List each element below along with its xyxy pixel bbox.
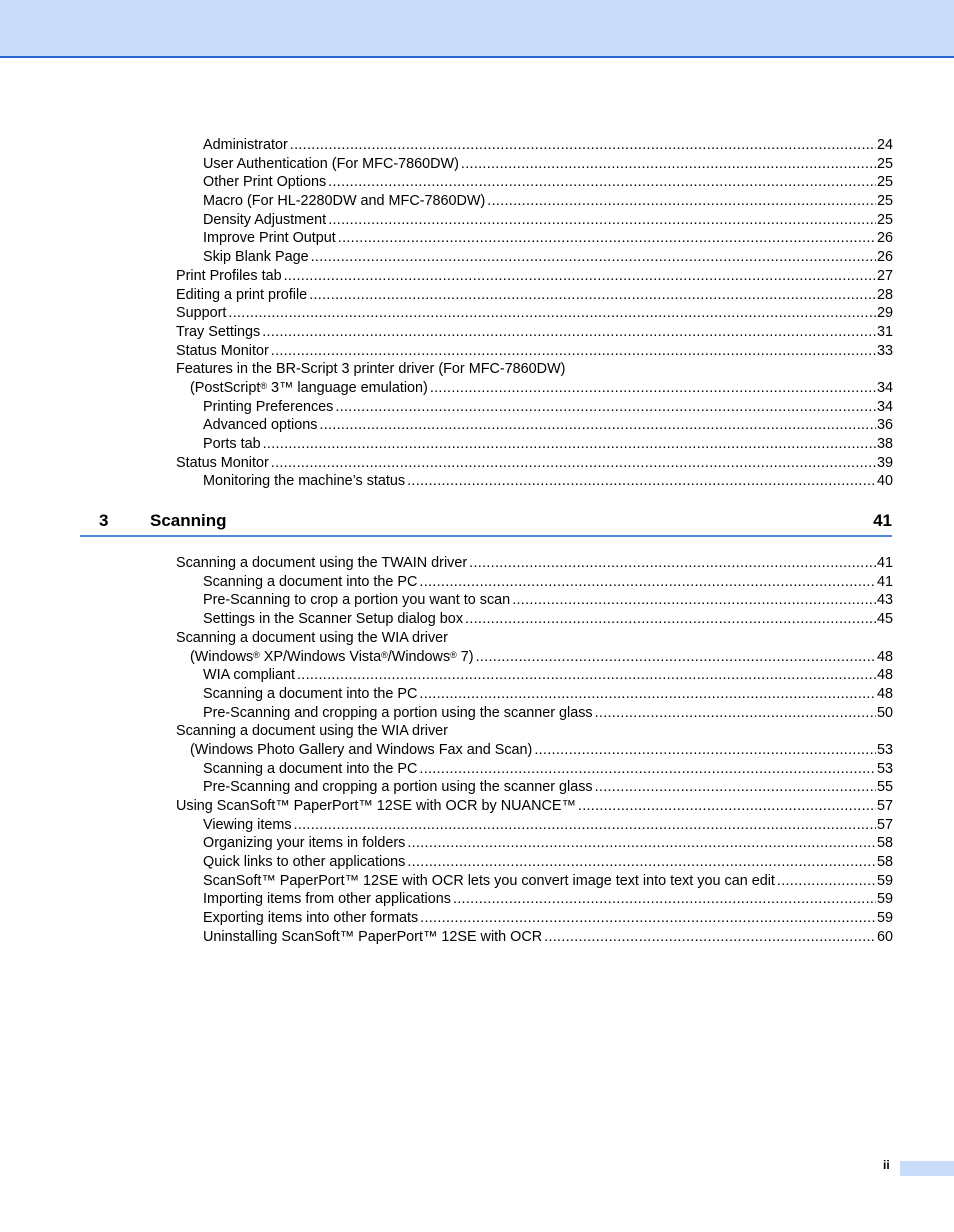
chapter-title: Scanning bbox=[150, 511, 227, 531]
dot-leader bbox=[297, 666, 876, 685]
toc-entry-title: Status Monitor bbox=[176, 342, 269, 359]
toc-entry-title: Importing items from other applications bbox=[203, 891, 451, 908]
toc-entry-page: 53 bbox=[876, 741, 893, 758]
toc-entry-title: Scanning a document using the WIA driver bbox=[176, 629, 448, 646]
toc-entry-title: Monitoring the machine’s status bbox=[203, 473, 406, 490]
toc-entry-heading[interactable] bbox=[0, 722, 954, 741]
toc-entry-page: 25 bbox=[876, 211, 893, 228]
toc-entry-page: 41 bbox=[876, 555, 893, 572]
toc-entry[interactable] bbox=[0, 472, 954, 491]
dot-leader bbox=[465, 610, 876, 629]
toc-entry-page: 26 bbox=[876, 249, 893, 266]
registered-mark: ® bbox=[260, 380, 268, 391]
toc-entry-page: 59 bbox=[876, 872, 893, 889]
toc-entry-page: 26 bbox=[876, 230, 893, 247]
toc-entry[interactable] bbox=[0, 648, 954, 667]
toc-entry[interactable] bbox=[0, 267, 954, 286]
dot-leader bbox=[309, 286, 876, 305]
toc-entry-title: Editing a print profile bbox=[176, 286, 308, 303]
toc-entry[interactable] bbox=[0, 760, 954, 779]
toc-entry-page: 55 bbox=[876, 779, 893, 796]
dot-leader bbox=[476, 648, 876, 667]
toc-entry-title: Support bbox=[176, 305, 227, 322]
toc-entry-page: 58 bbox=[876, 854, 893, 871]
toc-entry-title: Advanced options bbox=[203, 417, 318, 434]
toc-entry-page: 57 bbox=[876, 798, 893, 814]
toc-entry-heading[interactable] bbox=[0, 360, 954, 379]
dot-leader bbox=[777, 872, 876, 891]
dot-leader bbox=[407, 472, 876, 491]
header-rule bbox=[0, 56, 954, 58]
dot-leader bbox=[335, 398, 876, 417]
toc-entry[interactable] bbox=[0, 211, 954, 230]
toc-entry-title: Settings in the Scanner Setup dialog box bbox=[203, 611, 464, 628]
toc-entry-page: 53 bbox=[876, 760, 893, 777]
toc-entry-title: (Windows® XP/Windows Vista®/Windows® 7) bbox=[190, 648, 474, 665]
toc-entry-page: 24 bbox=[876, 137, 893, 153]
footer-tab bbox=[900, 1161, 954, 1176]
dot-leader bbox=[595, 704, 876, 723]
toc-entry[interactable] bbox=[0, 136, 954, 155]
toc-entry-title: Improve Print Output bbox=[203, 230, 336, 247]
toc-entry-title: Scanning a document into the PC bbox=[203, 685, 418, 702]
toc-entry-page: 31 bbox=[876, 323, 893, 340]
toc-entry[interactable] bbox=[0, 173, 954, 192]
toc-entry[interactable] bbox=[0, 853, 954, 872]
dot-leader bbox=[430, 379, 876, 398]
toc-entry-title: Organizing your items in folders bbox=[203, 835, 406, 852]
toc-entry[interactable] bbox=[0, 685, 954, 704]
toc-entry[interactable] bbox=[0, 304, 954, 323]
dot-leader bbox=[419, 760, 876, 779]
toc-entry[interactable] bbox=[0, 248, 954, 267]
registered-mark: ® bbox=[253, 649, 260, 660]
toc-entry-title: Exporting items into other formats bbox=[203, 910, 419, 927]
toc-entry[interactable] bbox=[0, 778, 954, 797]
dot-leader bbox=[284, 267, 876, 286]
toc-entry-page: 60 bbox=[876, 928, 893, 945]
toc-entry-page: 36 bbox=[876, 417, 893, 434]
dot-leader bbox=[328, 211, 876, 230]
toc-entry-page: 48 bbox=[876, 685, 893, 702]
toc-entry-heading[interactable] bbox=[0, 629, 954, 648]
dot-leader bbox=[407, 834, 876, 853]
toc-entry[interactable] bbox=[0, 416, 954, 435]
dot-leader bbox=[595, 778, 876, 797]
toc-entry-title: Print Profiles tab bbox=[176, 267, 282, 284]
toc-entry-title: ScanSoft™ PaperPort™ 12SE with OCR lets you convert image text into text you can edit bbox=[203, 872, 775, 889]
toc-entry[interactable] bbox=[0, 909, 954, 928]
toc-entry-page: 25 bbox=[876, 174, 893, 191]
dot-leader bbox=[263, 435, 876, 454]
dot-leader bbox=[262, 323, 876, 342]
toc-entry-page: 25 bbox=[876, 155, 893, 172]
dot-leader bbox=[228, 304, 876, 323]
toc-entry[interactable] bbox=[0, 704, 954, 723]
toc-entry-page: 48 bbox=[876, 667, 893, 684]
toc-entry-title: Ports tab bbox=[203, 436, 261, 452]
toc-entry-title: Using ScanSoft™ PaperPort™ 12SE with OCR by NUANCE™ bbox=[176, 798, 576, 814]
toc-entry[interactable] bbox=[0, 610, 954, 629]
toc-entry-title: Skip Blank Page bbox=[203, 249, 309, 266]
dot-leader bbox=[419, 685, 876, 704]
dot-leader bbox=[469, 554, 876, 573]
toc-entry[interactable] bbox=[0, 872, 954, 891]
toc-entry[interactable] bbox=[0, 286, 954, 305]
toc-entry[interactable] bbox=[0, 666, 954, 685]
dot-leader bbox=[461, 155, 876, 174]
toc-entry-title: Pre-Scanning and cropping a portion using the scanner glass bbox=[203, 704, 593, 721]
chapter-rule bbox=[80, 535, 892, 537]
toc-entry-title: Uninstalling ScanSoft™ PaperPort™ 12SE with OCR bbox=[203, 928, 543, 945]
toc-entry-page: 59 bbox=[876, 910, 893, 927]
dot-leader bbox=[544, 928, 876, 947]
toc-entry-title: Scanning a document into the PC bbox=[203, 573, 418, 590]
registered-mark: ® bbox=[450, 649, 457, 660]
dot-leader bbox=[319, 416, 876, 435]
toc-entry[interactable] bbox=[0, 928, 954, 947]
toc-entry-title: Pre-Scanning and cropping a portion using the scanner glass bbox=[203, 779, 593, 796]
toc-entry-title: Administrator bbox=[203, 137, 288, 153]
toc-entry-title: Tray Settings bbox=[176, 323, 261, 340]
toc-entry-title: (PostScript® 3™ language emulation) bbox=[190, 379, 428, 396]
dot-leader bbox=[487, 192, 876, 211]
toc-entry-title: Features in the BR-Script 3 printer driver (For MFC-7860DW) bbox=[176, 361, 566, 378]
toc-entry[interactable] bbox=[0, 834, 954, 853]
toc-entry-title: Other Print Options bbox=[203, 174, 327, 191]
toc-entry[interactable] bbox=[0, 342, 954, 361]
toc-entry[interactable] bbox=[0, 890, 954, 909]
toc-entry-title: Density Adjustment bbox=[203, 211, 327, 228]
toc-entry-page: 38 bbox=[876, 436, 893, 452]
registered-mark: ® bbox=[381, 649, 388, 660]
toc-entry-page: 27 bbox=[876, 267, 893, 284]
toc-entry-title: Quick links to other applications bbox=[203, 854, 406, 871]
toc-entry[interactable] bbox=[0, 229, 954, 248]
dot-leader bbox=[271, 342, 876, 361]
dot-leader bbox=[420, 909, 876, 928]
toc-entry-page: 34 bbox=[876, 379, 893, 396]
toc-entry-page: 43 bbox=[876, 592, 893, 609]
dot-leader bbox=[338, 229, 876, 248]
toc-entry-page: 48 bbox=[876, 648, 893, 665]
toc-entry[interactable] bbox=[0, 741, 954, 760]
dot-leader bbox=[290, 136, 876, 155]
toc-entry-page: 45 bbox=[876, 611, 893, 628]
dot-leader bbox=[271, 454, 876, 473]
chapter-page: 41 bbox=[873, 511, 892, 531]
dot-leader bbox=[311, 248, 876, 267]
toc-entry-title: Scanning a document using the WIA driver bbox=[176, 723, 448, 740]
dot-leader bbox=[328, 173, 876, 192]
toc-entry-page: 28 bbox=[876, 286, 893, 303]
toc-entry-title: Pre-Scanning to crop a portion you want to scan bbox=[203, 592, 511, 609]
toc-entry-title: Viewing items bbox=[203, 816, 292, 833]
toc-entry-page: 39 bbox=[876, 454, 893, 471]
chapter-heading[interactable] bbox=[0, 503, 954, 546]
toc-entry-page: 58 bbox=[876, 835, 893, 852]
table-of-contents bbox=[0, 136, 954, 947]
toc-entry-title: User Authentication (For MFC-7860DW) bbox=[203, 155, 459, 172]
dot-leader bbox=[294, 816, 876, 835]
toc-entry-page: 50 bbox=[876, 704, 893, 721]
dot-leader bbox=[534, 741, 876, 760]
toc-entry-page: 40 bbox=[876, 473, 893, 490]
toc-entry[interactable] bbox=[0, 398, 954, 417]
toc-entry[interactable] bbox=[0, 435, 954, 454]
toc-entry[interactable] bbox=[0, 323, 954, 342]
toc-entry[interactable] bbox=[0, 554, 954, 573]
toc-entry-title: Status Monitor bbox=[176, 454, 269, 471]
dot-leader bbox=[407, 853, 876, 872]
toc-entry-page: 57 bbox=[876, 816, 893, 833]
toc-entry[interactable] bbox=[0, 379, 954, 398]
toc-entry-page: 29 bbox=[876, 305, 893, 322]
toc-entry-page: 33 bbox=[876, 342, 893, 359]
toc-entry-page: 41 bbox=[876, 573, 893, 590]
toc-entry-page: 34 bbox=[876, 398, 893, 415]
toc-entry-page: 59 bbox=[876, 891, 893, 908]
toc-entry[interactable] bbox=[0, 797, 954, 816]
toc-entry[interactable] bbox=[0, 591, 954, 610]
dot-leader bbox=[578, 797, 876, 816]
toc-entry-title: Macro (For HL-2280DW and MFC-7860DW) bbox=[203, 193, 486, 210]
toc-entry-title: Scanning a document into the PC bbox=[203, 760, 418, 777]
footer-page-number: ii bbox=[883, 1158, 890, 1172]
toc-entry[interactable] bbox=[0, 573, 954, 592]
dot-leader bbox=[512, 591, 876, 610]
toc-entry-title: Scanning a document using the TWAIN driver bbox=[176, 555, 468, 572]
toc-entry-title: Printing Preferences bbox=[203, 398, 334, 415]
chapter-number: 3 bbox=[99, 511, 109, 531]
toc-entry-title: WIA compliant bbox=[203, 667, 295, 684]
toc-entry[interactable] bbox=[0, 192, 954, 211]
toc-entry-page: 25 bbox=[876, 193, 893, 210]
dot-leader bbox=[419, 573, 876, 592]
dot-leader bbox=[453, 890, 876, 909]
toc-entry-title: (Windows Photo Gallery and Windows Fax and Scan) bbox=[190, 741, 533, 758]
header-band bbox=[0, 0, 954, 57]
toc-entry[interactable] bbox=[0, 155, 954, 174]
toc-entry[interactable] bbox=[0, 454, 954, 473]
toc-entry[interactable] bbox=[0, 816, 954, 835]
